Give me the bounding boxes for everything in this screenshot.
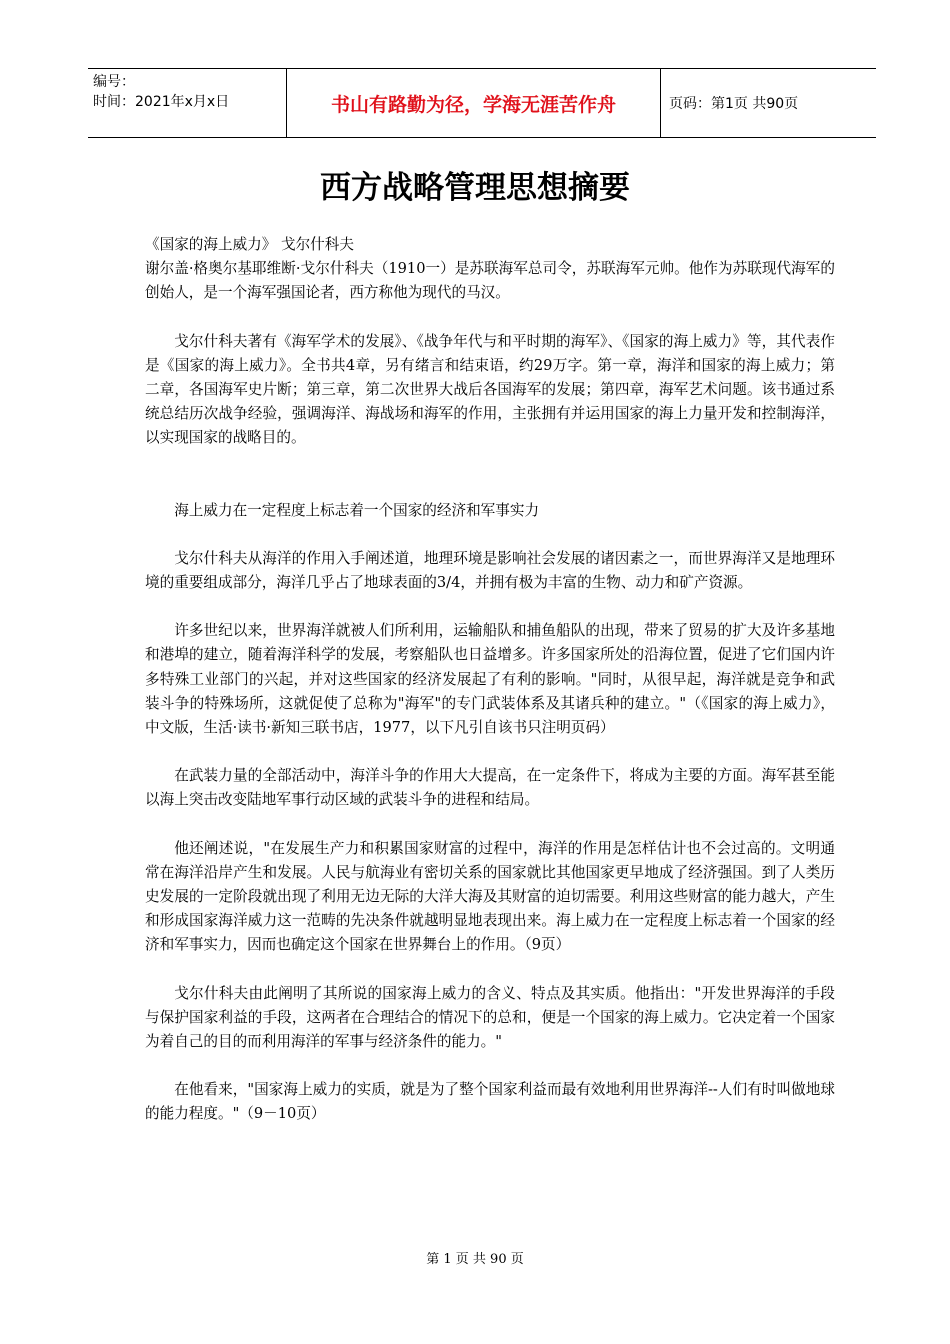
paragraph-book-overview: 戈尔什科夫著有《海军学术的发展》、《战争年代与和平时期的海军》、《国家的海上威力》等，其代表作是《国家的海上威力》。全书共4章，另有绪言和结束语，约29万字。第一章，海洋和国家的海上威力；第二章，各国海军史片断；第三章，第二次世界大战后各国海军的发展；第四章，海军艺术问题。该书通过系统总结历次战争经验，强调海洋、海战场和海军的作用，主张拥有并运用国家的海上力量开发和控制海洋，以实现国家的战略目的。 (145, 332, 835, 447)
paragraph: 许多世纪以来，世界海洋就被人们所利用，运输船队和捕鱼船队的出现，带来了贸易的扩大及许多基地和港埠的建立，随着海洋科学的发展，考察船队也日益增多。许多国家所处的沿海位置，促进了它们国内许多特殊工业部门的兴起，并对这些国家的经济发展起了有利的影响。"同时，从很早起，海洋就是竞争和武装斗争的特殊场所，这就促使了总称为"海军"的专门武装体系及其诸兵种的建立。"（《国家的海上威力》，中文版，生活·读书·新知三联书店，1977，以下凡引自该书只注明页码） (145, 622, 835, 737)
paragraph: 戈尔什科夫从海洋的作用入手阐述道，地理环境是影响社会发展的诸因素之一，而世界海洋又是地理环境的重要组成部分，海洋几乎占了地球表面的3/4，并拥有极为丰富的生物、动力和矿产资源。 (145, 549, 835, 592)
paragraph: 戈尔什科夫由此阐明了其所说的国家海上威力的含义、特点及其实质。他指出："开发世界海洋的手段与保护国家利益的手段，这两者在合理结合的情况下的总和，便是一个国家的海上威力。它决定着一个国家为着自己的目的而利用海洋的军事与经济条件的能力。" (145, 984, 835, 1051)
section-heading: 海上威力在一定程度上标志着一个国家的经济和军事实力 (174, 501, 540, 519)
paragraph-author-bio: 谢尔盖·格奥尔基耶维断·戈尔什科夫（1910一）是苏联海军总司令，苏联海军元帅。他作为苏联现代海军的创始人，是一个海军强国论者，西方称他为现代的马汉。 (145, 260, 835, 302)
header-motto: 书山有路勤为径，学海无涯苦作舟 (286, 69, 661, 137)
document-number-label: 编号： (93, 74, 135, 90)
paragraph: 在武装力量的全部活动中，海洋斗争的作用大大提高，在一定条件下，将成为主要的方面。海军甚至能以海上突击改变陆地军事行动区域的武装斗争的进程和结局。 (145, 767, 835, 809)
page-footer: 第 1 页 共 90 页 (426, 1252, 524, 1267)
document-time-label: 时间：2021年x月x日 (93, 94, 230, 110)
paragraph: 他还阐述说，"在发展生产力和积累国家财富的过程中，海洋的作用是怎样估计也不会过高的。文明通常在海洋沿岸产生和发展。人民与航海业有密切关系的国家就比其他国家更早地成了经济强国。到了人类历史发展的一定阶段就出现了利用无边无际的大洋大海及其财富的迫切需要。利用这些财富的能力越大，产生和形成国家海洋威力这一范畴的先决条件就越明显地表现出来。海上威力在一定程度上标志着一个国家的经济和军事实力，因而也确定这个国家在世界舞台上的作用。（9页） (145, 839, 835, 954)
document-body (145, 233, 835, 1127)
header-page-number: 页码：第1页 共90页 (669, 96, 799, 112)
book-citation: 《国家的海上威力》 戈尔什科夫 (145, 236, 354, 253)
page-header (88, 68, 876, 138)
header-meta (93, 72, 283, 112)
document-title: 西方战略管理思想摘要 (320, 170, 630, 206)
paragraph: 在他看来，"国家海上威力的实质，就是为了整个国家利益而最有效地利用世界海洋--人们有时叫做地球的能力程度。"（9－10页） (145, 1081, 835, 1123)
